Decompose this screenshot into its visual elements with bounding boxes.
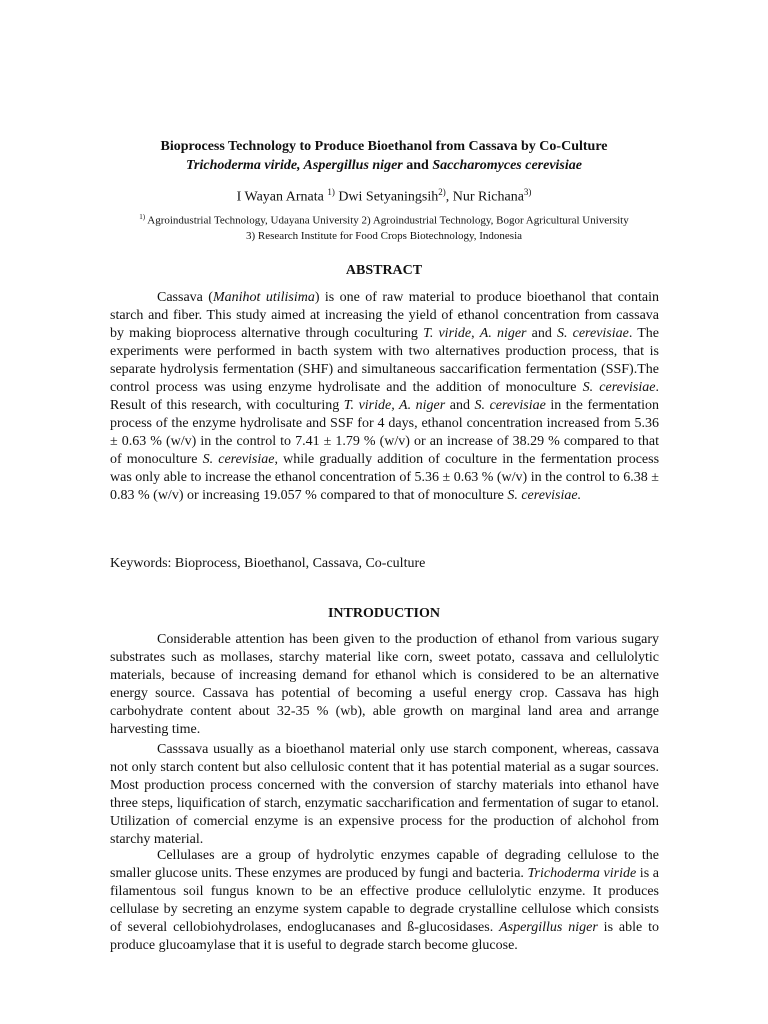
paper-subtitle	[60, 156, 708, 175]
introduction-heading: INTRODUCTION	[327, 606, 440, 621]
title-block	[60, 137, 708, 175]
subtitle-species-2: Saccharomyces cerevisiae	[432, 158, 582, 173]
intro-paragraph-2	[110, 741, 659, 849]
author-3-affil: 3)	[523, 187, 532, 197]
intro-text: Cellulases are a group of hydrolytic enzymes capable of degrading cellulose to the smaller glucose units. These enzymes are produced by fungi and bacteria.	[110, 848, 659, 881]
intro-paragraph-1	[110, 631, 659, 739]
abstract-italic: S. cerevisiae	[202, 452, 275, 467]
keywords: Keywords: Bioprocess, Bioethanol, Cassava, Co-culture	[110, 556, 426, 571]
subtitle-species-1: Trichoderma viride, Aspergillus niger	[185, 158, 403, 173]
intro-italic: Aspergillus niger	[499, 920, 598, 935]
affiliations	[60, 210, 708, 244]
subtitle-conjunction: and	[402, 158, 433, 173]
author-2: Dwi Setyaningsih	[334, 189, 439, 205]
abstract-italic: A. niger	[479, 326, 527, 341]
affiliation-line-2: 3) Research Institute for Food Crops Biotechnology, Indonesia	[245, 229, 523, 242]
abstract-text: ) is one of raw material to produce bioethanol that contain starch and fiber. This study aimed at increasing the yield of ethanol concentration from cassava by making bioprocess alternative through coculturing	[110, 290, 659, 341]
author-3: , Nur Richana	[445, 189, 524, 205]
abstract-italic: S. cerevisiae.	[507, 488, 582, 503]
intro-text: is a filamentous soil fungus known to be an effective produce cellulolytic enzyme. It produces cellulase by secreting an enzyme system capable to degrade crystalline cellulose which consists of several cellobiohydrolases, endoglucanases and ß-glucosidases.	[110, 866, 659, 935]
abstract-text: in the fermentation process of the enzyme hydrolisate and SSF for 4 days, ethanol concentration increased from 5.36 ± 0.63 % (w/v) in the control to 7.41 ± 1.79 % (w/v) or an increase of 38.29 % compared to that of monoculture	[110, 398, 659, 467]
paper-title: Bioprocess Technology to Produce Bioethanol from Cassava by Co-Culture	[160, 139, 608, 154]
intro-paragraph-3	[110, 847, 659, 955]
abstract-text: . The experiments were performed in bacth system with two alternatives production process, that is separate hydrolysis fermentation (SHF) and simultaneous saccarification fermentation (SSF).The control process was using enzyme hydrolisate and the addition of monoculture	[110, 326, 660, 395]
abstract-italic: S. cerevisiae	[582, 380, 656, 395]
affiliation-marker: 1)	[139, 213, 146, 221]
abstract-italic: T. viride, A. niger	[343, 398, 446, 413]
abstract-text: Cassava (	[157, 290, 213, 305]
author-1-affil: 1)	[327, 187, 335, 197]
abstract-italic: S. cerevisiae	[474, 398, 546, 413]
abstract-italic: S. cerevisiae	[557, 326, 629, 341]
abstract-italic: T. viride	[423, 326, 472, 341]
abstract-heading: ABSTRACT	[345, 263, 423, 278]
affiliation-text-1: Agroindustrial Technology, Udayana University 2) Agroindustrial Technology, Bogor Agricultural University	[145, 214, 629, 227]
abstract-text: and	[445, 398, 475, 413]
abstract-text: , while gradually addition of coculture in the fermentation process was only able to increase the ethanol concentration of 5.36 ± 0.63 % (w/v) in the control to 6.38 ± 0.83 % (w/v) or increasing 19.057 % compared to that of monoculture	[110, 452, 660, 503]
author-2-affil: 2)	[438, 187, 446, 197]
intro-text: Casssava usually as a bioethanol material only use starch component, whereas, cassava not only starch content but also cellulosic content that it has potential material as a sugar sources. Most production process concerned with the conversion of starchy materials into ethanol have three steps, liquification of starch, enzymatic saccharification and fermentation of sugar to etanol. Utilization of comercial enzyme is an expensive process for the production of alchohol from starchy material.	[110, 742, 659, 847]
abstract-body	[110, 289, 659, 505]
abstract-text: . Result of this research, with coculturing	[110, 380, 659, 413]
intro-text: Considerable attention has been given to the production of ethanol from various sugary substrates such as mollases, starchy material like corn, sweet potato, cassava and cellulolytic materials, because of increasing demand for ethanol which is considered to be an alternative energy source. Cassava has potential of becoming a useful energy crop. Cassava has high carbohydrate content about 32-35 % (wb), able growth on marginal land area and arrange harvesting time.	[110, 632, 659, 737]
affiliation-line-1	[60, 210, 708, 229]
intro-italic: Trichoderma viride	[527, 866, 637, 881]
abstract-text: ,	[471, 326, 480, 341]
intro-text: is able to produce glucoamylase that it is useful to degrade starch become glucose.	[110, 920, 659, 953]
author-1: I Wayan Arnata	[236, 189, 328, 205]
author-list	[60, 182, 708, 208]
abstract-text: and	[526, 326, 557, 341]
abstract-italic: Manihot utilisima	[212, 290, 315, 305]
